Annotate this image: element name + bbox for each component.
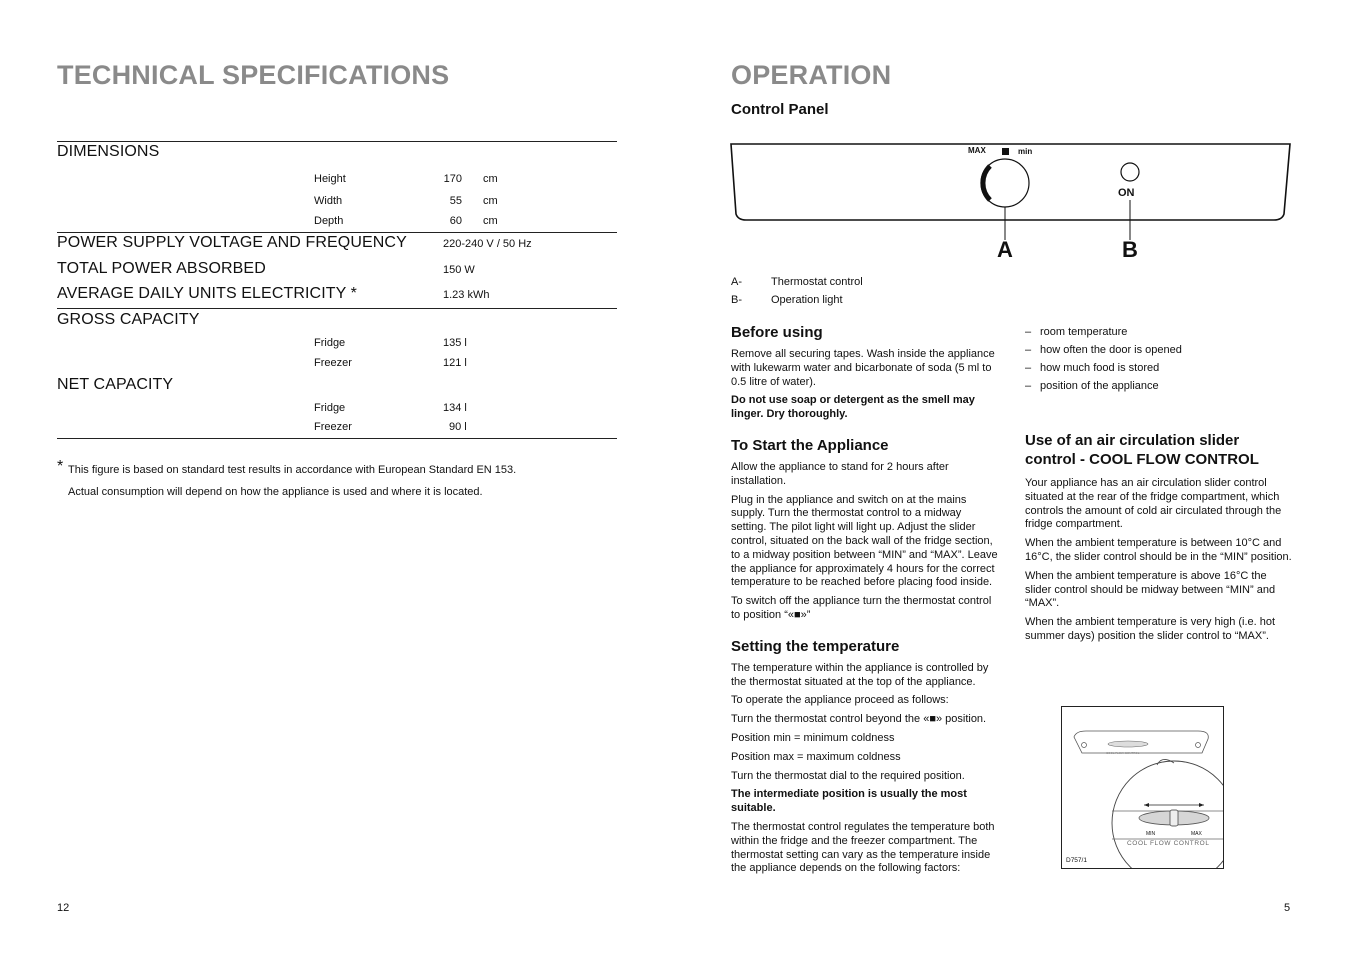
off-position-square-icon	[1002, 148, 1009, 155]
gross-capacity-label: GROSS CAPACITY	[57, 311, 200, 328]
paragraph: Remove all securing tapes. Wash inside the appliance with lukewarm water and bicarbonate of soda (5 ml to 0.5 litre of water).	[731, 348, 995, 388]
paragraph: Position max = maximum coldness	[731, 750, 901, 763]
paragraph: When the ambient temperature is above 16°C the slider control should be midway between “MIN” and “MAX”.	[1025, 569, 1276, 610]
column-left-text	[731, 324, 998, 876]
paragraph: When the ambient temperature is very high (i.e. hot summer days) position the slider control to “MAX”.	[1025, 616, 1276, 642]
figure-min-label: MIN	[1146, 831, 1156, 837]
footnote-text: Actual consumption will depend on how the appliance is used and where it is located.	[68, 486, 483, 498]
divider	[57, 438, 617, 439]
power-supply-value: 220-240 V / 50 Hz	[443, 238, 532, 250]
figure-max-label: MAX	[1191, 831, 1202, 837]
spec-name: Freezer	[314, 357, 352, 369]
factor-item: room temperature	[1040, 326, 1128, 338]
power-supply-label: POWER SUPPLY VOLTAGE AND FREQUENCY	[57, 234, 407, 251]
before-using-heading: Before using	[731, 324, 823, 341]
paragraph-bold: Do not use soap or detergent as the smell may linger. Dry thoroughly.	[731, 394, 975, 421]
paragraph-bold: The intermediate position is usually the most suitable.	[731, 788, 967, 815]
figure-cool-flow-label: COOL FLOW CONTROL	[1127, 840, 1210, 847]
on-label: ON	[1118, 187, 1135, 199]
spec-value: 55	[449, 195, 462, 207]
spec-unit: cm	[483, 215, 498, 227]
footnote-star: *	[57, 458, 64, 475]
legend-text: Thermostat control	[771, 276, 863, 288]
factor-item: how often the door is opened	[1040, 344, 1182, 356]
legend-key: A-	[731, 276, 742, 288]
legend-key: B-	[731, 294, 742, 306]
spec-name: Fridge	[314, 402, 346, 414]
spec-unit: cm	[483, 173, 498, 185]
spec-value: 121 l	[443, 357, 467, 369]
spec-value: 134 l	[443, 402, 467, 414]
factor-dash: –	[1025, 380, 1032, 392]
spec-name: Depth	[314, 215, 344, 227]
total-power-label: TOTAL POWER ABSORBED	[57, 260, 266, 277]
label-a: A	[997, 237, 1013, 262]
spec-value: 170	[443, 173, 462, 185]
figure-code: D757/1	[1066, 857, 1087, 864]
dimensions-label: DIMENSIONS	[57, 143, 160, 160]
paragraph: Position min = minimum coldness	[731, 731, 895, 744]
avg-daily-value: 1.23 kWh	[443, 289, 490, 301]
min-marker: min	[1018, 147, 1033, 156]
factor-dash: –	[1025, 326, 1032, 338]
page-title-technical-specifications: TECHNICAL SPECIFICATIONS	[57, 60, 450, 90]
setting-temperature-heading: Setting the temperature	[731, 637, 900, 655]
legend-text: Operation light	[771, 294, 843, 306]
spec-name: Height	[314, 173, 346, 185]
factor-dash: –	[1025, 344, 1032, 356]
paragraph: Plug in the appliance and switch on at the mains supply. Turn the thermostat control to a midway setting. The pilot light will light up. Adjust the slider control, situated on the back wall of the fridge section, to a midway position between “MIN” and “MAX”. Leave the appliance for approximately 4 hours for the correct temperature to be reached before placing food inside.	[731, 493, 998, 589]
factor-dash: –	[1025, 362, 1032, 374]
spec-name: Fridge	[314, 337, 346, 349]
spec-name: Freezer	[314, 421, 352, 433]
paragraph: Turn the thermostat control beyond the «■» position.	[731, 713, 987, 726]
spec-value: 60	[449, 215, 462, 227]
paragraph: When the ambient temperature is between 10°C and 16°C, the slider control should be in the “MIN” position.	[1025, 537, 1292, 563]
factor-item: how much food is stored	[1040, 362, 1160, 374]
footnote-text: This figure is based on standard test results in accordance with European Standard EN 153.	[68, 464, 517, 476]
net-capacity-label: NET CAPACITY	[57, 376, 174, 393]
divider	[57, 308, 617, 309]
paragraph: The thermostat control regulates the temperature both within the fridge and the freezer compartment. The thermostat setting can vary as the temperature inside the appliance depends on the following factors:	[731, 820, 995, 875]
avg-daily-label: AVERAGE DAILY UNITS ELECTRICITY *	[57, 285, 357, 302]
paragraph: Turn the thermostat dial to the required position.	[731, 769, 965, 782]
spec-value: 90 l	[449, 421, 467, 433]
paragraph: The temperature within the appliance is controlled by the thermostat situated at the top of the appliance.	[731, 661, 989, 688]
page-number-left: 12	[57, 902, 70, 914]
divider	[57, 232, 617, 233]
factor-item: position of the appliance	[1040, 380, 1159, 392]
total-power-value: 150 W	[443, 264, 475, 276]
spec-unit: cm	[483, 195, 498, 207]
spec-name: Width	[314, 195, 343, 207]
page-title-operation: OPERATION	[731, 60, 892, 90]
spec-value: 135 l	[443, 337, 467, 349]
paragraph: To operate the appliance proceed as follows:	[731, 694, 949, 707]
paragraph: To switch off the appliance turn the thermostat control to position “«■»”	[731, 595, 992, 621]
operation-light	[1121, 163, 1139, 181]
cool-flow-figure	[1061, 706, 1224, 869]
control-panel-heading: Control Panel	[731, 101, 829, 118]
figure-small-label: COOL FLOW CONTROL	[1106, 751, 1140, 755]
paragraph: Allow the appliance to stand for 2 hours after installation.	[731, 460, 949, 487]
column-right-text	[1025, 431, 1293, 644]
paragraph: Your appliance has an air circulation slider control situated at the rear of the fridge compartment, which controls the amount of cold air circulated through the fridge compartment.	[1025, 477, 1282, 531]
cool-flow-heading: Use of an air circulation slider control - COOL FLOW CONTROL	[1025, 432, 1259, 468]
max-marker: MAX	[968, 146, 986, 155]
to-start-heading: To Start the Appliance	[731, 436, 889, 454]
divider	[57, 141, 617, 142]
page-number-right: 5	[1284, 902, 1291, 914]
label-b: B	[1122, 237, 1138, 262]
